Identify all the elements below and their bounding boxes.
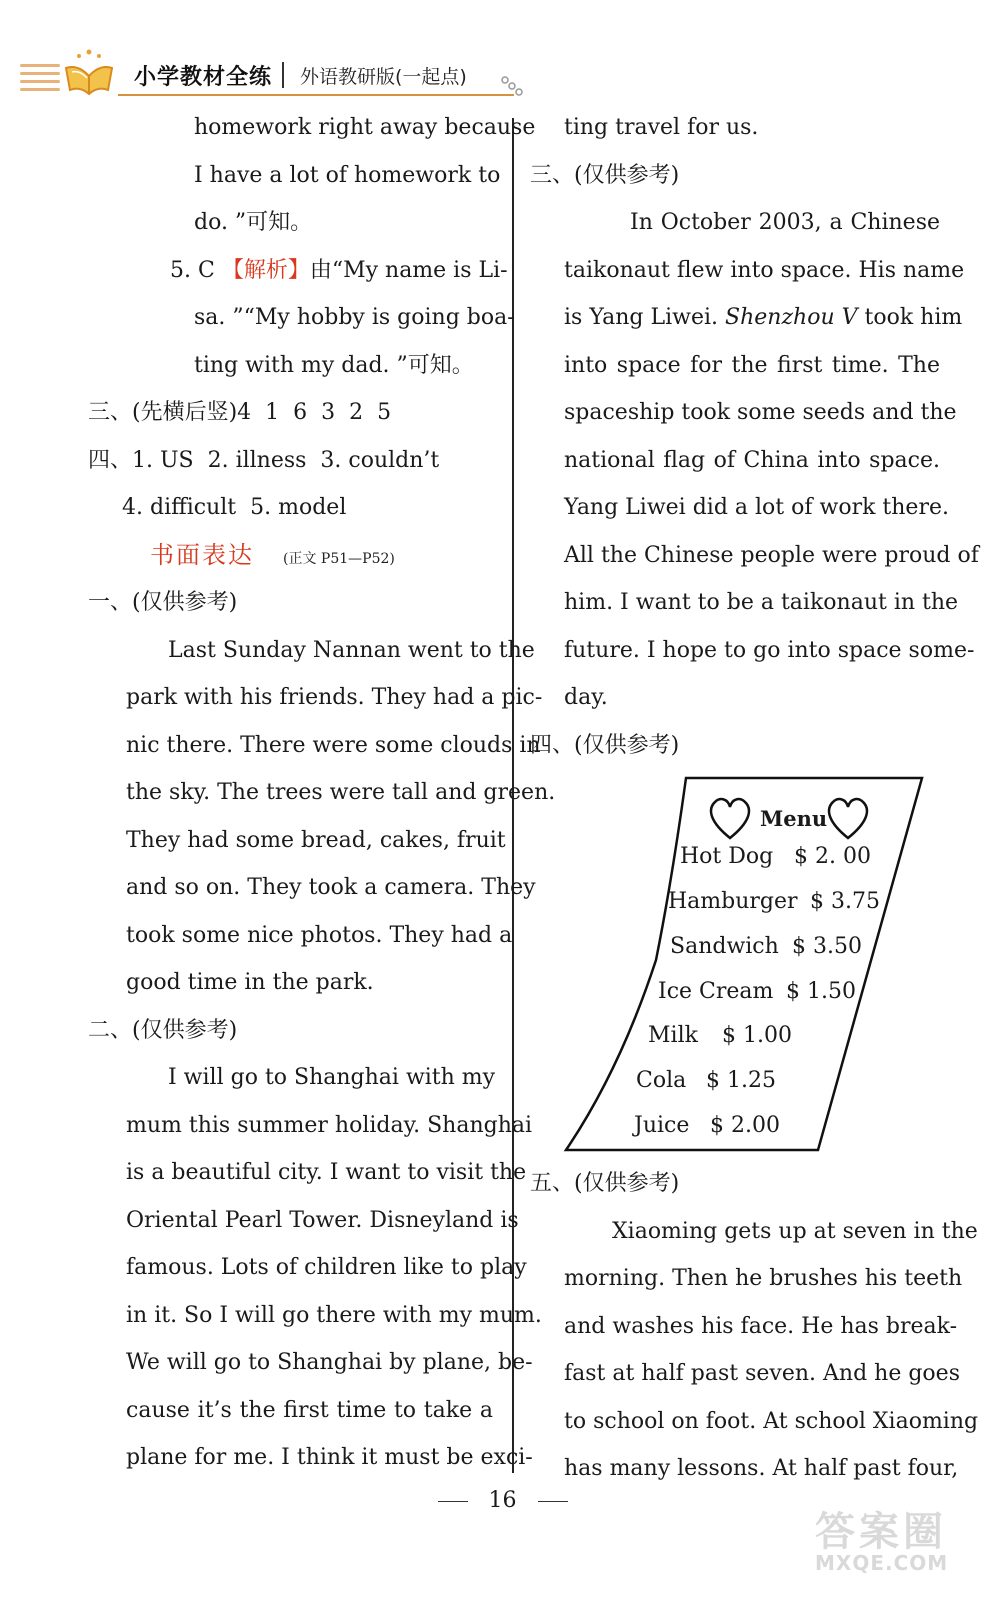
menu-item-price: $ 2.00 — [710, 1113, 780, 1138]
essay-line: spaceship took some seeds and the — [564, 400, 957, 425]
subsection-heading: 一、(仅供参考) — [88, 590, 238, 615]
analysis-tag: 【解析】 — [221, 257, 310, 283]
subsection-heading: 三、(仅供参考) — [530, 162, 680, 188]
menu-item-name: Sandwich — [670, 934, 779, 959]
essay-line: We will go to Shanghai by plane, be- — [126, 1350, 533, 1375]
answer-line — [88, 247, 508, 295]
essay-line: plane for me. I think it must be exci- — [126, 1445, 533, 1470]
book-series-title: 小学教材全练 — [134, 65, 273, 90]
essay-line: Yang Liwei did a lot of work there. — [564, 495, 949, 520]
essay-line: future. I hope to go into space some- — [564, 637, 975, 663]
essay-line: taikonaut flew into space. His name — [564, 257, 965, 283]
menu-item-price: $ 3.75 — [810, 889, 880, 914]
watermark — [815, 1500, 975, 1580]
header-dots-icon — [500, 74, 526, 98]
essay-line: Last Sunday Nannan went to the — [168, 637, 535, 663]
essay-line: day. — [564, 685, 608, 710]
essay-line: him. I want to be a taikonaut in the — [564, 590, 959, 615]
essay-line: Xiaoming gets up at seven in the — [612, 1218, 978, 1244]
menu-item-price: $ 1.25 — [706, 1068, 776, 1093]
answer-number: 5. C — [170, 257, 222, 283]
essay-line: took some nice photos. They had a — [126, 922, 513, 948]
left-column — [88, 104, 556, 1482]
essay-line: I will go to Shanghai with my — [168, 1065, 496, 1090]
page-reference: (正文 P51—P52) — [283, 550, 395, 567]
essay-line: All the Chinese people were proud of — [564, 542, 979, 568]
menu-item-price: $ 2. 00 — [794, 844, 871, 869]
text-line: do. ”可知。 — [194, 210, 313, 235]
watermark-logo-text: 答案圈 — [815, 1509, 947, 1555]
menu-item-name: Hamburger — [668, 889, 798, 914]
essay-line: the sky. The trees were tall and green. — [126, 780, 556, 805]
right-column-lower — [530, 1160, 979, 1493]
section-heading-writing — [88, 532, 493, 580]
essay-line: They had some bread, cakes, fruit — [126, 827, 506, 853]
essay-text: is Yang Liwei. — [564, 305, 726, 330]
menu-card — [560, 770, 930, 1160]
header-rule — [118, 94, 514, 96]
essay-line: good time in the park. — [126, 970, 374, 995]
text-line: homework right away because — [194, 115, 536, 140]
essay-line: has many lessons. At half past four, — [564, 1456, 959, 1481]
essay-line: national flag of China into space. — [564, 447, 940, 473]
watermark-url: MXQE.COM — [815, 1551, 949, 1575]
essay-line: and so on. They took a camera. They — [126, 875, 536, 900]
header-separator — [282, 62, 284, 88]
answer-line: 三、(先横后竖)4 1 6 3 2 5 — [88, 400, 392, 425]
essay-line: cause it’s the first time to take a — [126, 1397, 493, 1423]
answer-line: 四、1. US 2. illness 3. couldn’t — [88, 447, 440, 473]
essay-line: ting travel for us. — [564, 115, 759, 140]
book-logo-icon — [62, 46, 116, 96]
heart-icon — [706, 796, 754, 840]
essay-line: into space for the first time. The — [564, 352, 940, 378]
essay-line: and washes his face. He has break- — [564, 1313, 958, 1339]
section-title: 书面表达 — [150, 540, 254, 569]
menu-item-price: $ 1.50 — [786, 979, 856, 1004]
subsection-heading: 五、(仅供参考) — [530, 1171, 680, 1196]
footer-dash — [538, 1501, 568, 1502]
essay-line: in it. So I will go there with my mum. — [126, 1302, 542, 1328]
footer-dash — [438, 1501, 468, 1502]
menu-item-name: Ice Cream — [658, 979, 774, 1004]
answer-line: 4. difficult 5. model — [122, 495, 347, 520]
menu-item-name: Juice — [634, 1113, 690, 1138]
essay-line: nic there. There were some clouds in — [126, 732, 541, 758]
subsection-heading: 四、(仅供参考) — [530, 732, 680, 758]
essay-line: fast at half past seven. And he goes — [564, 1361, 960, 1386]
menu-item-name: Cola — [636, 1068, 687, 1093]
essay-line: park with his friends. They had a pic- — [126, 685, 543, 710]
text-line: ting with my dad. ”可知。 — [194, 352, 474, 378]
page-header — [0, 0, 1005, 110]
edition-label: 外语教研版(一起点) — [300, 66, 467, 88]
essay-line — [530, 294, 963, 342]
right-column — [530, 104, 979, 769]
text-line: sa. ”“My hobby is going boa- — [194, 305, 515, 330]
essay-line: morning. Then he brushes his teeth — [564, 1266, 963, 1291]
essay-line: is a beautiful city. I want to visit the — [126, 1160, 527, 1185]
menu-item-price: $ 1.00 — [722, 1023, 792, 1048]
heart-icon — [824, 796, 872, 840]
essay-line: famous. Lots of children like to play — [126, 1255, 527, 1280]
page-number: 16 — [488, 1488, 517, 1513]
essay-line: to school on foot. At school Xiaoming — [564, 1408, 979, 1434]
essay-line: mum this summer holiday. Shanghai — [126, 1112, 533, 1138]
essay-line: Oriental Pearl Tower. Disneyland is — [126, 1207, 519, 1233]
text-line: I have a lot of homework to — [194, 162, 501, 188]
menu-item-name: Milk — [648, 1023, 698, 1048]
menu-title: Menu — [760, 806, 828, 831]
analysis-text: 由“My name is Li- — [309, 257, 508, 283]
spaceship-name: Shenzhou V — [725, 305, 858, 330]
subsection-heading: 二、(仅供参考) — [88, 1017, 238, 1043]
essay-text: took him — [857, 305, 963, 330]
menu-item-price: $ 3.50 — [792, 934, 862, 959]
essay-line: In October 2003, a Chinese — [630, 210, 940, 235]
header-decoration-lines — [20, 64, 60, 96]
menu-item-name: Hot Dog — [680, 844, 774, 869]
